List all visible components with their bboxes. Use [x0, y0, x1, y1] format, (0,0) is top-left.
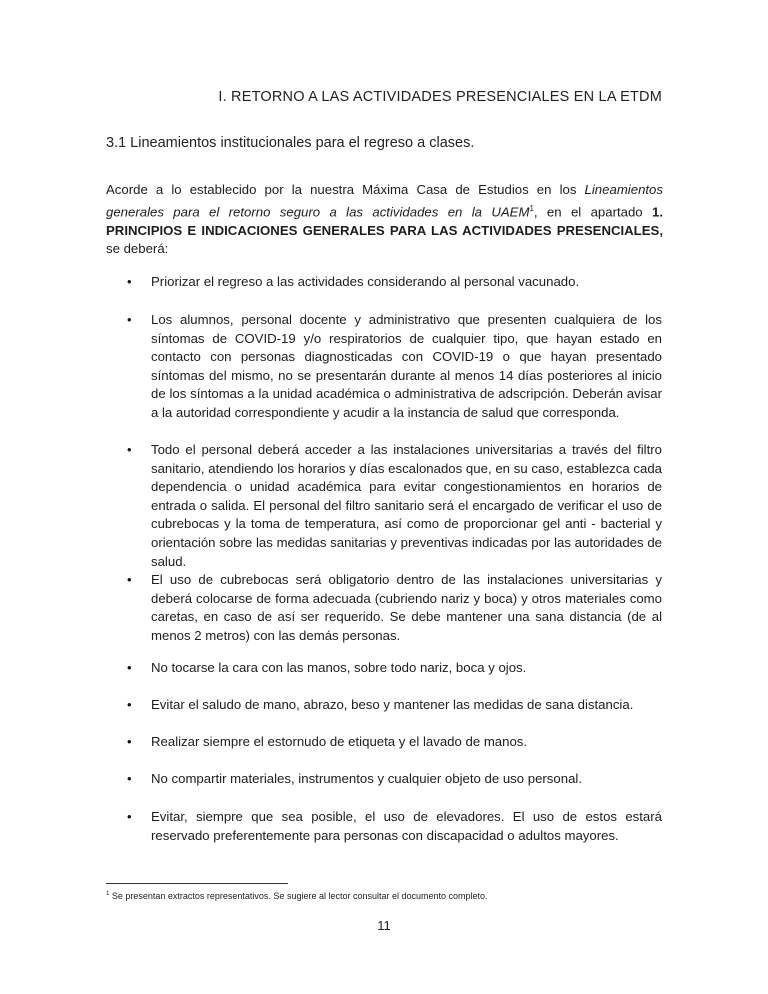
intro-text-2: , en el apartado [533, 203, 652, 219]
bullet-icon: • [127, 697, 132, 712]
list-item-text: Realizar siempre el estornudo de etiqueta y el lavado de manos. [151, 734, 528, 749]
list-item [127, 659, 662, 678]
footnote-text: Se presentan extractos representativos. Se sugiere al lector consultar el documento completo. [109, 891, 488, 901]
footnote [106, 891, 488, 901]
list-item-text: Todo el personal deberá acceder a las instalaciones universitarias a través del filtro sanitario, atendiendo los horarios y días escalonados que, en su caso, establezca cada dependencia o unidad académica para evitar congestionamientos en horarios de entrada o salida. El personal del filtro sanitario será el encargado de verificar el uso de cubrebocas y la toma de temperatura, así como de proporcionar gel anti - bacterial y orientación sobre las medidas sanitarias y preventivas indicadas por las autoridades de salud. [151, 442, 662, 569]
list-item [127, 696, 662, 715]
list-item-text: No compartir materiales, instrumentos y cualquier objeto de uso personal. [151, 771, 583, 786]
intro-paragraph [106, 181, 663, 259]
footnote-divider [106, 883, 288, 884]
intro-text-3: se deberá: [106, 241, 169, 257]
list-item-text: El uso de cubrebocas será obligatorio dentro de las instalaciones universitarias y deberá colocarse de forma adecuada (cubriendo nariz y boca) y otros materiales como caretas, en caso de así ser requerido. Se debe mantener una sana distancia (de al menos 2 metros) con las demás personas. [151, 572, 662, 643]
list-item [127, 770, 662, 789]
bullet-icon: • [127, 274, 132, 289]
bullet-icon: • [127, 771, 132, 786]
chapter-title: I. RETORNO A LAS ACTIVIDADES PRESENCIALES EN LA ETDM [218, 89, 662, 105]
list-item-text: Evitar, siempre que sea posible, el uso de elevadores. El uso de estos estará reservado preferentemente para personas con discapacidad o adultos mayores. [151, 809, 662, 843]
bullet-icon: • [127, 572, 132, 587]
intro-italic-title: Lineamientos generales para el retorno seguro a las actividades en la UAEM [106, 182, 663, 219]
intro-bold-heading: 1. PRINCIPIOS E INDICACIONES GENERALES PARA LAS ACTIVIDADES PRESENCIALES, [106, 203, 663, 238]
list-item-text: Los alumnos, personal docente y administrativo que presenten cualquiera de los síntomas de COVID-19 y/o respiratorios de cualquier tipo, que hayan estado en contacto con personas diagnosticadas con COVID-19 o que hayan presentado síntomas del mismo, no se presentarán durante al menos 14 días posteriores al inicio de los síntomas a la unidad académica o administrativa de adscripción. Deberán avisar a la autoridad correspondiente y acudir a la instancia de salud que corresponda. [151, 312, 662, 420]
list-item [127, 808, 662, 845]
list-item [127, 441, 662, 571]
list-item-text: Evitar el saludo de mano, abrazo, beso y mantener las medidas de sana distancia. [151, 697, 634, 712]
list-item-text: No tocarse la cara con las manos, sobre todo nariz, boca y ojos. [151, 660, 527, 675]
list-item [127, 311, 662, 423]
footnote-mark: 1 [106, 891, 110, 897]
footnote-reference: 1 [529, 203, 534, 213]
bullet-icon: • [127, 312, 132, 327]
section-title: 3.1 Lineamientos institucionales para el regreso a clases. [106, 135, 475, 151]
bullet-icon: • [127, 442, 132, 457]
bullet-icon: • [127, 734, 132, 749]
list-item [127, 571, 662, 645]
bullet-icon: • [127, 660, 132, 675]
intro-text-1: Acorde a lo establecido por la nuestra Máxima Casa de Estudios en los [106, 182, 585, 197]
list-item [127, 273, 662, 292]
list-item-text: Priorizar el regreso a las actividades considerando al personal vacunado. [151, 274, 580, 289]
bullet-icon: • [127, 809, 132, 824]
list-item [127, 733, 662, 752]
page-number: 11 [377, 918, 391, 933]
